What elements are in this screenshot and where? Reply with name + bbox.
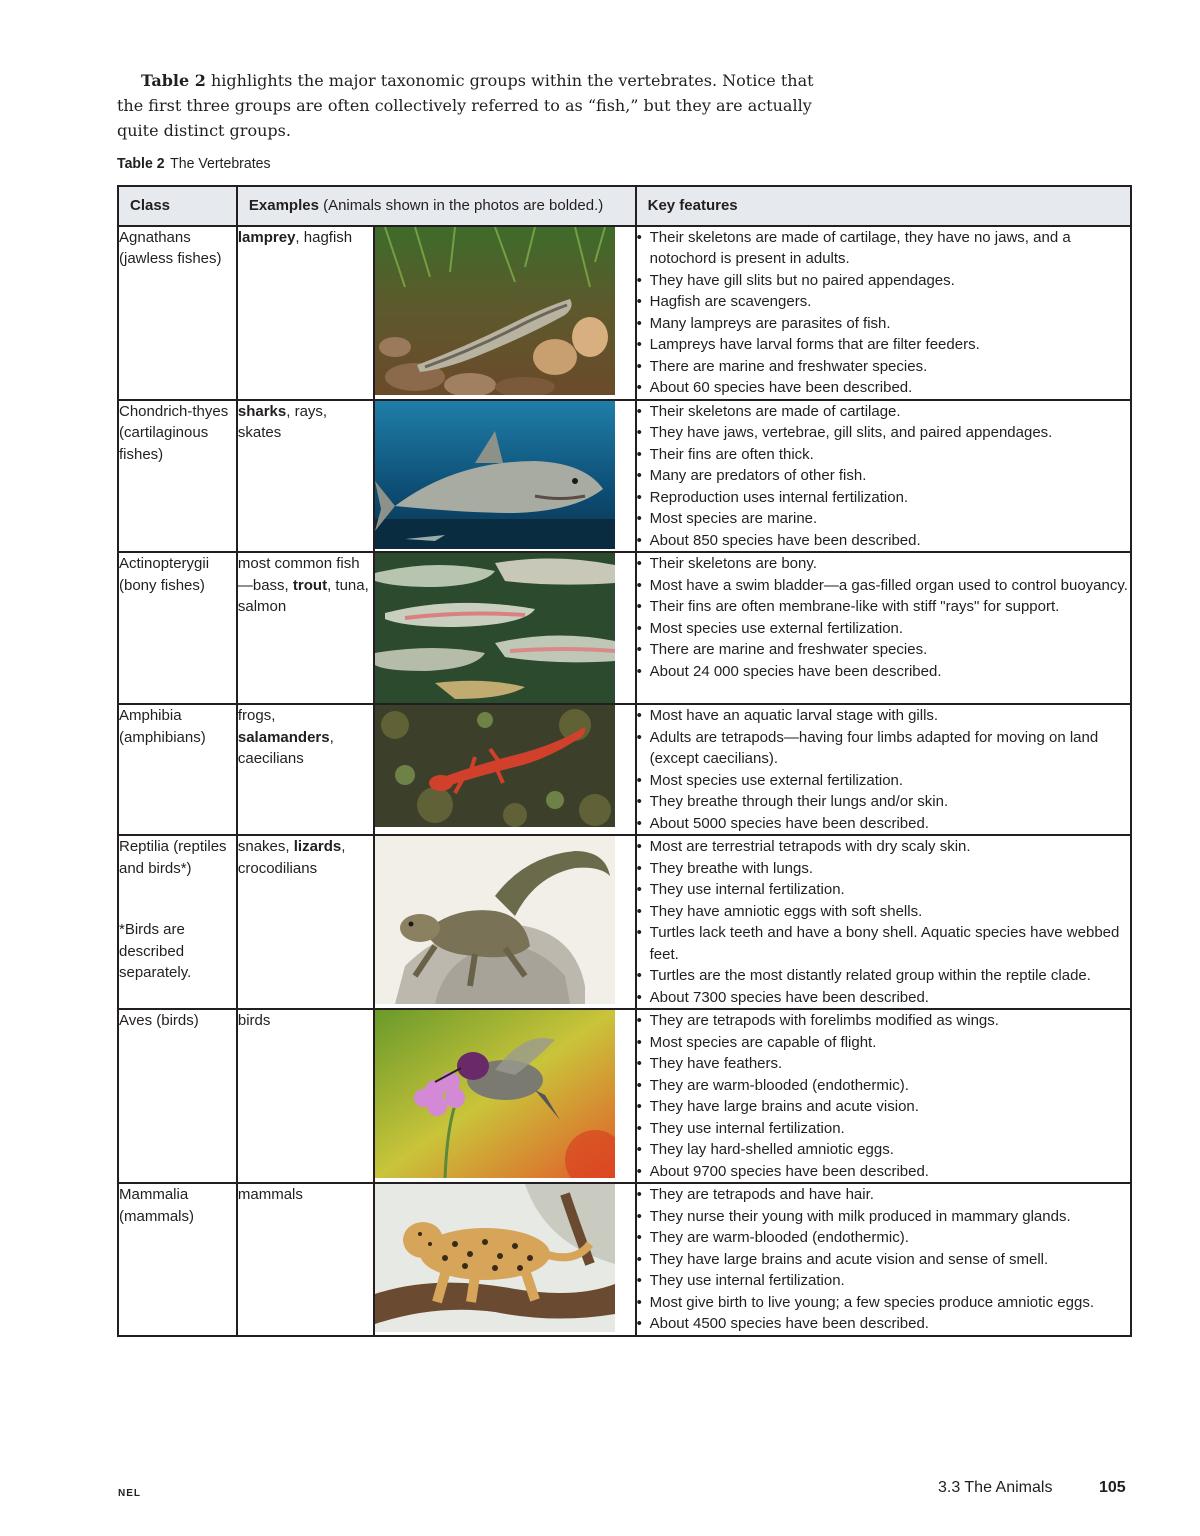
features-cell xyxy=(636,835,1131,1009)
feature-item: • They nurse their young with milk produced in mammary glands. xyxy=(637,1206,1130,1228)
feature-item: • About 5000 species have been described. xyxy=(637,813,1130,835)
feature-item: • Most species are capable of flight. xyxy=(637,1032,1130,1054)
photo-cell xyxy=(374,226,636,400)
feature-item: • Their skeletons are made of cartilage, they have no jaws, and a notochord is present in adults. xyxy=(637,227,1130,270)
examples-cell xyxy=(237,704,374,835)
table-row xyxy=(118,400,1131,553)
feature-item: • Most species use external fertilization. xyxy=(637,618,1130,640)
feature-item: • Many lampreys are parasites of fish. xyxy=(637,313,1130,335)
example-pictured: trout xyxy=(292,576,328,594)
class-name: Agnathans (jawless fishes) xyxy=(119,228,222,267)
class-cell xyxy=(118,400,237,553)
class-cell xyxy=(118,1183,237,1336)
feature-item: • Most are terrestrial tetrapods with dry scaly skin. xyxy=(637,836,1130,858)
examples-cell xyxy=(237,552,374,704)
photo-cell xyxy=(374,1009,636,1183)
trout-photo xyxy=(375,553,615,703)
shark-photo xyxy=(375,401,615,549)
table-row xyxy=(118,226,1131,400)
feature-item: • They breathe with lungs. xyxy=(637,858,1130,880)
examples-cell xyxy=(237,1183,374,1336)
photo-cell xyxy=(374,704,636,835)
class-cell xyxy=(118,226,237,400)
photo-cell xyxy=(374,1183,636,1336)
class-name: Reptilia (reptiles and birds*) xyxy=(119,838,227,877)
features-list xyxy=(637,1184,1130,1335)
salamander-photo xyxy=(375,705,615,827)
feature-item: • Their fins are often membrane-like with stiff "rays" for support. xyxy=(637,596,1130,618)
feature-item: • About 60 species have been described. xyxy=(637,377,1130,399)
features-cell xyxy=(636,400,1131,553)
examples-cell xyxy=(237,835,374,1009)
feature-item: • They use internal fertilization. xyxy=(637,1270,1130,1292)
header-key-features: Key features xyxy=(636,186,1131,226)
table-caption-title: The Vertebrates xyxy=(170,155,271,172)
class-cell xyxy=(118,552,237,704)
example-text: frogs, xyxy=(237,707,276,724)
table-row xyxy=(118,552,1131,704)
features-cell xyxy=(636,704,1131,835)
feature-item: • They have gill slits but no paired appendages. xyxy=(637,270,1130,292)
intro-table-ref: Table 2 xyxy=(141,71,206,90)
features-list xyxy=(637,401,1130,552)
examples-cell xyxy=(237,400,374,553)
example-pictured: lizards xyxy=(293,838,342,855)
features-cell xyxy=(636,552,1131,704)
features-list xyxy=(637,1010,1130,1182)
table-row xyxy=(118,1183,1131,1336)
feature-item: • About 9700 species have been described. xyxy=(637,1161,1130,1183)
example-text: birds xyxy=(237,1012,271,1029)
header-examples: Examples (Animals shown in the photos are bolded.) xyxy=(237,186,636,226)
features-list xyxy=(637,553,1130,682)
feature-item: • They use internal fertilization. xyxy=(637,1118,1130,1140)
feature-item: • They are warm-blooded (endothermic). xyxy=(637,1227,1130,1249)
photo-cell xyxy=(374,835,636,1009)
feature-item: • About 4500 species have been described. xyxy=(637,1313,1130,1335)
feature-item: • They have jaws, vertebrae, gill slits, and paired appendages. xyxy=(637,422,1130,444)
lizard-photo xyxy=(375,836,615,1004)
table-header-row xyxy=(118,186,1131,226)
class-cell xyxy=(118,1009,237,1183)
footer-page-number: 105 xyxy=(1099,1479,1126,1496)
feature-item: • They lay hard-shelled amniotic eggs. xyxy=(637,1139,1130,1161)
example-pictured: lamprey xyxy=(237,228,296,246)
feature-item: • They are warm-blooded (endothermic). xyxy=(637,1075,1130,1097)
footer-publisher: NEL xyxy=(118,1488,141,1499)
feature-item: • They have feathers. xyxy=(637,1053,1130,1075)
feature-item: • Their skeletons are bony. xyxy=(637,553,1130,575)
table-caption-label: Table 2 xyxy=(117,155,165,172)
feature-item: • There are marine and freshwater species. xyxy=(637,356,1130,378)
feature-item: • They are tetrapods and have hair. xyxy=(637,1184,1130,1206)
feature-item: • There are marine and freshwater species. xyxy=(637,639,1130,661)
feature-item: • They use internal fertilization. xyxy=(637,879,1130,901)
feature-item: • Most species use external fertilization. xyxy=(637,770,1130,792)
feature-item: • They breathe through their lungs and/or skin. xyxy=(637,791,1130,813)
photo-cell xyxy=(374,552,636,704)
feature-item: • Their fins are often thick. xyxy=(637,444,1130,466)
feature-item: • Turtles are the most distantly related group within the reptile clade. xyxy=(637,965,1130,987)
example-text: most common fish—bass, xyxy=(237,555,360,594)
feature-item: • They have large brains and acute vision. xyxy=(637,1096,1130,1118)
example-text: , tuna, salmon xyxy=(237,576,369,615)
table-caption xyxy=(117,155,271,172)
feature-item: • Most give birth to live young; a few species produce amniotic eggs. xyxy=(637,1292,1130,1314)
feature-item: • Adults are tetrapods—having four limbs adapted for moving on land (except caecilians). xyxy=(637,727,1130,770)
feature-item: • Many are predators of other fish. xyxy=(637,465,1130,487)
example-text: , hagfish xyxy=(295,228,353,246)
header-class: Class xyxy=(118,186,237,226)
example-text: , caecilians xyxy=(237,728,334,767)
feature-item: • Turtles lack teeth and have a bony shell. Aquatic species have webbed feet. xyxy=(637,922,1130,965)
examples-cell xyxy=(237,226,374,400)
examples-cell xyxy=(237,1009,374,1183)
features-cell xyxy=(636,226,1131,400)
feature-item: • Reproduction uses internal fertilization. xyxy=(637,487,1130,509)
example-text: mammals xyxy=(237,1186,303,1203)
photo-cell xyxy=(374,400,636,553)
hummingbird-photo xyxy=(375,1010,615,1178)
leopard-photo xyxy=(375,1184,615,1332)
features-list xyxy=(637,705,1130,834)
class-name: Mammalia (mammals) xyxy=(119,1186,194,1225)
class-name: Actinopterygii (bony fishes) xyxy=(119,555,210,594)
class-name: Chondrich-thyes (cartilaginous fishes) xyxy=(119,402,229,463)
feature-item: • Most species are marine. xyxy=(637,508,1130,530)
feature-item: • Most have an aquatic larval stage with gills. xyxy=(637,705,1130,727)
example-pictured: sharks xyxy=(237,402,287,420)
feature-item: • Hagfish are scavengers. xyxy=(637,291,1130,313)
feature-item: • They have large brains and acute vision and sense of smell. xyxy=(637,1249,1130,1271)
lamprey-photo xyxy=(375,227,615,395)
example-text: , crocodilians xyxy=(237,838,346,877)
features-cell xyxy=(636,1009,1131,1183)
feature-item: • Their skeletons are made of cartilage. xyxy=(637,401,1130,423)
example-pictured: salamanders xyxy=(237,728,330,746)
class-name: Amphibia (amphibians) xyxy=(119,707,206,746)
table-row xyxy=(118,704,1131,835)
example-text: , rays, skates xyxy=(237,402,328,441)
footer-section: 3.3 The Animals xyxy=(938,1479,1053,1496)
features-list xyxy=(637,836,1130,1008)
class-note: *Birds are described separately. xyxy=(119,921,192,981)
intro-text: highlights the major taxonomic groups within the vertebrates. Notice that the first three groups are often collectively referred to as “fish,” but they are actually quite distinct groups. xyxy=(117,71,814,140)
feature-item: • About 7300 species have been described. xyxy=(637,987,1130,1009)
vertebrates-table xyxy=(117,185,1132,1337)
feature-item: • Lampreys have larval forms that are filter feeders. xyxy=(637,334,1130,356)
class-cell xyxy=(118,704,237,835)
table-row xyxy=(118,1009,1131,1183)
feature-item: • They are tetrapods with forelimbs modified as wings. xyxy=(637,1010,1130,1032)
feature-item: • About 24 000 species have been described. xyxy=(637,661,1130,683)
features-list xyxy=(637,227,1130,399)
feature-item: • About 850 species have been described. xyxy=(637,530,1130,552)
class-name: Aves (birds) xyxy=(119,1012,199,1029)
features-cell xyxy=(636,1183,1131,1336)
feature-item: • They have amniotic eggs with soft shells. xyxy=(637,901,1130,923)
feature-item: • Most have a swim bladder—a gas-filled organ used to control buoyancy. xyxy=(637,575,1130,597)
table-row xyxy=(118,835,1131,1009)
intro-paragraph xyxy=(117,68,817,143)
example-text: snakes, xyxy=(237,838,294,855)
class-cell xyxy=(118,835,237,1009)
